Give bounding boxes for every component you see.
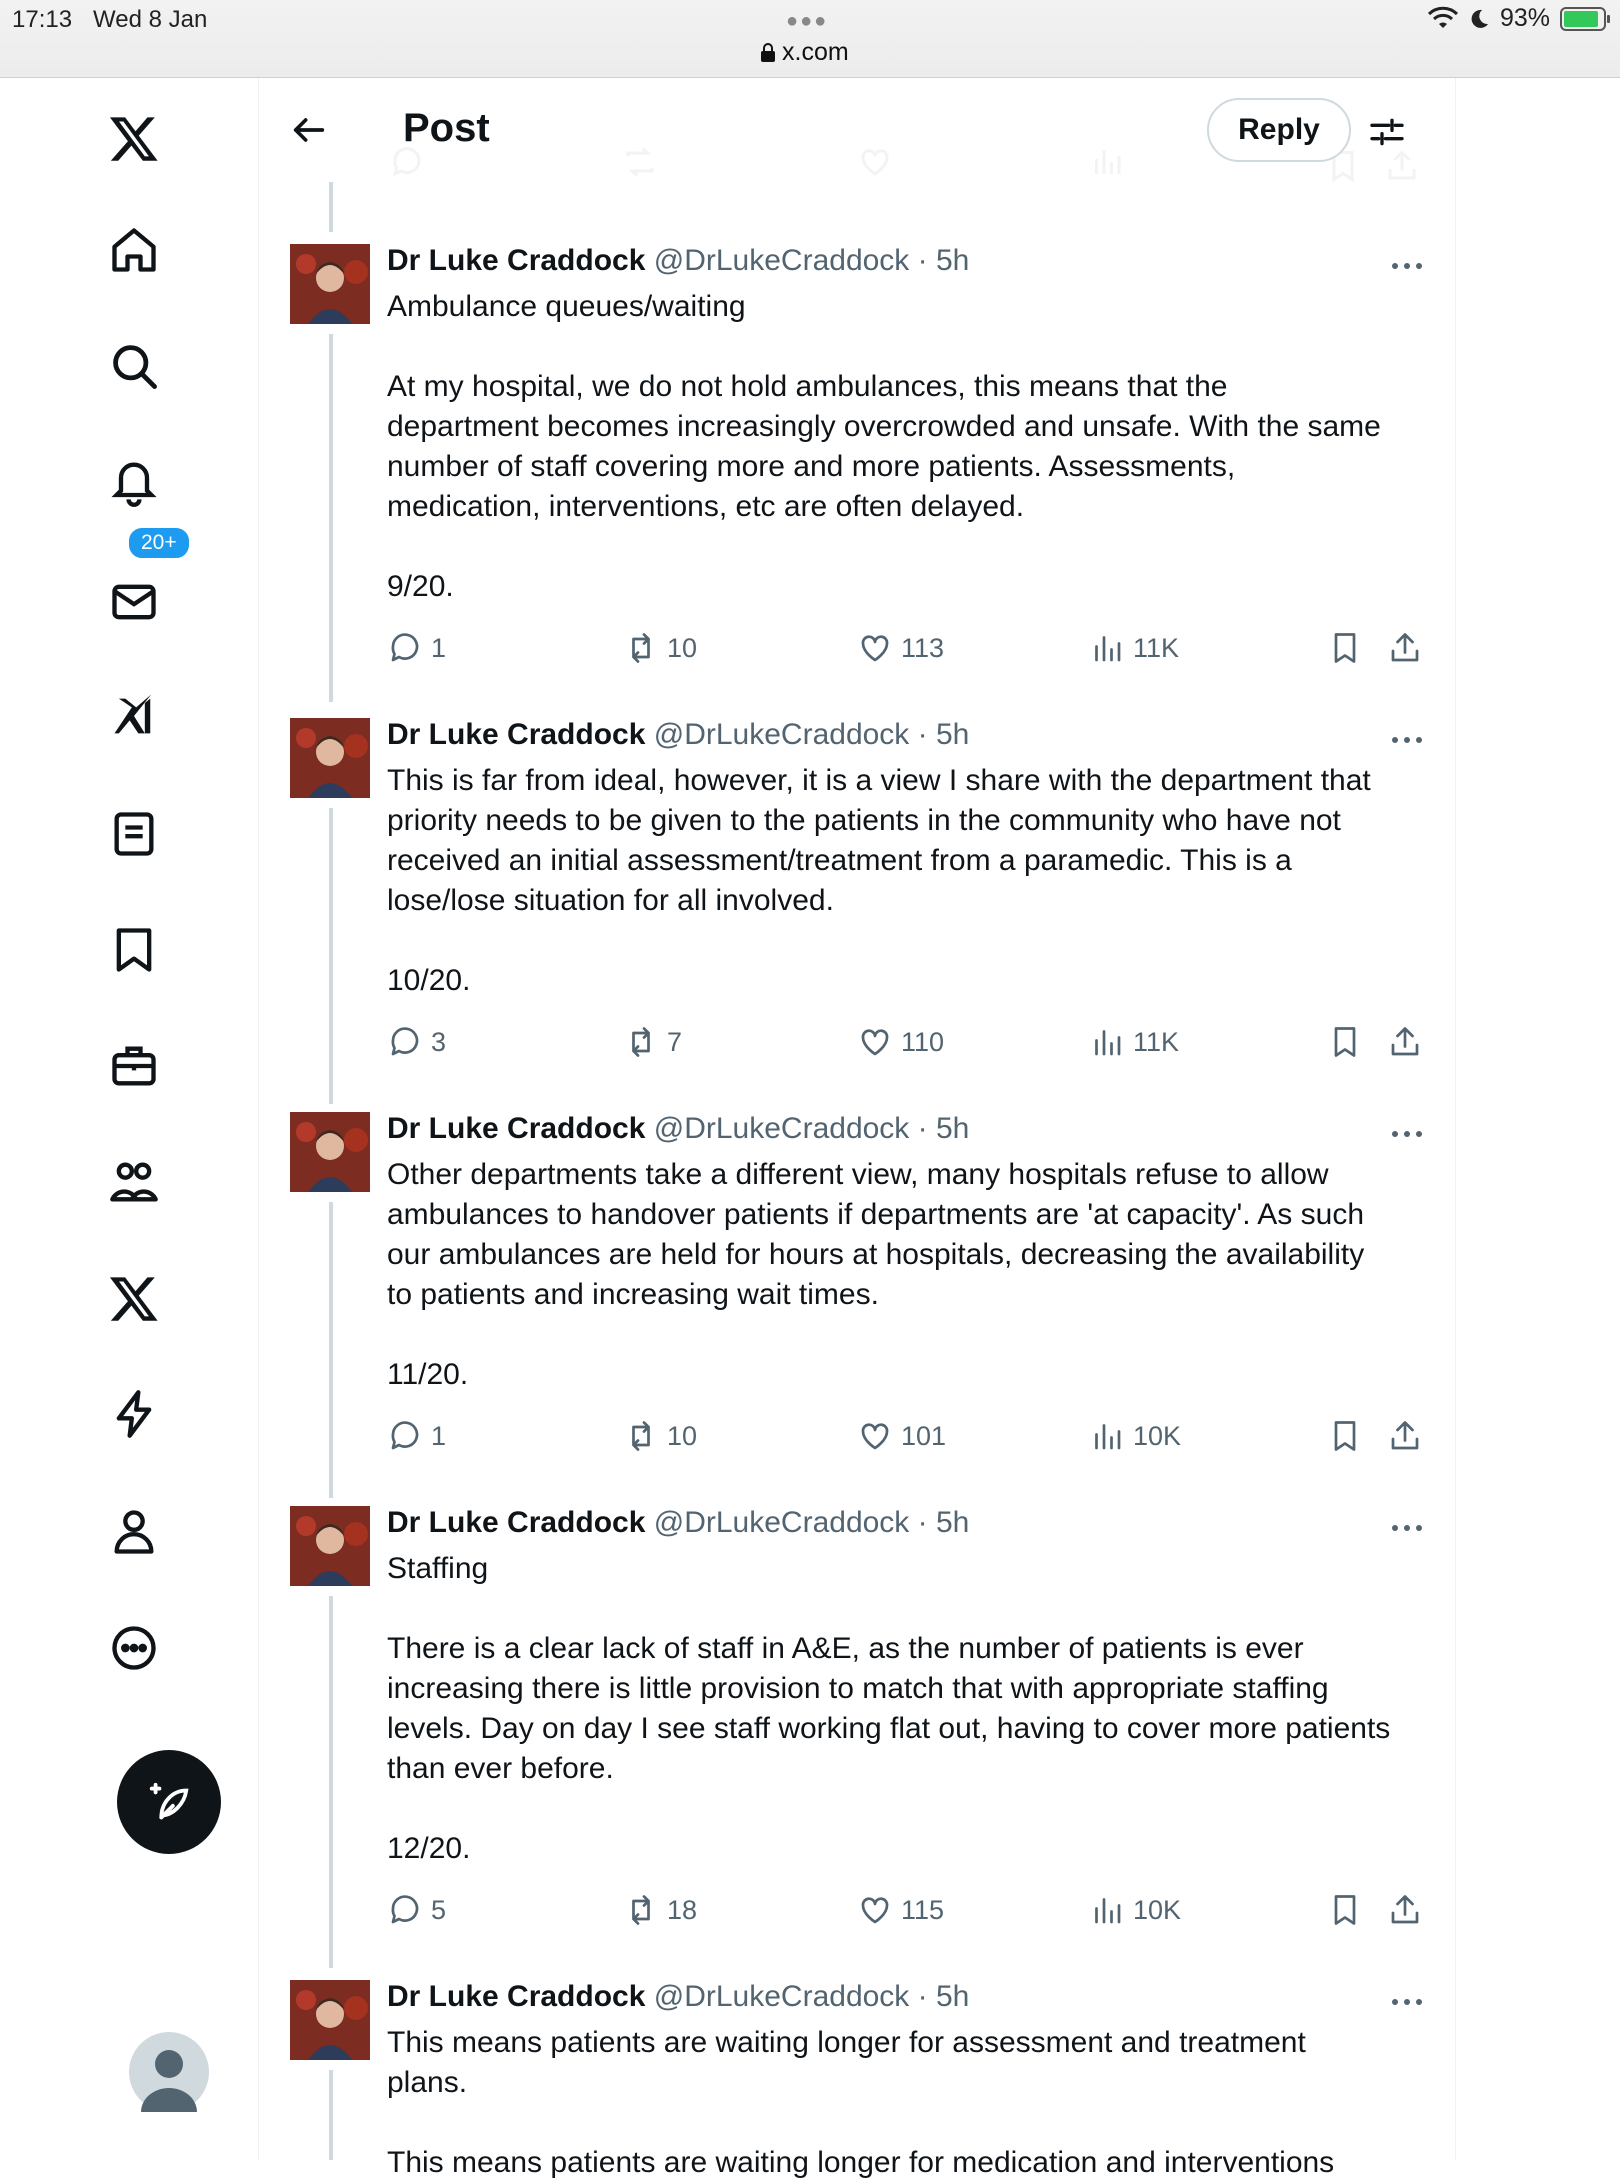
status-date: Wed 8 Jan	[93, 6, 208, 33]
like-action[interactable]	[857, 1892, 944, 1928]
author-name[interactable]: Dr Luke Craddock	[387, 1980, 646, 2013]
like-action[interactable]	[857, 1418, 946, 1454]
tweet-actions	[387, 630, 1447, 674]
battery-percent: 93%	[1499, 4, 1550, 32]
tweet[interactable]	[259, 1980, 1455, 2179]
grok-icon[interactable]	[98, 680, 170, 752]
left-divider	[258, 78, 259, 2160]
like-action[interactable]	[857, 1024, 944, 1060]
repost-icon	[623, 1892, 659, 1928]
views-action[interactable]	[1089, 1418, 1181, 1454]
wifi-icon	[1428, 8, 1458, 30]
communities-icon[interactable]	[98, 1146, 170, 1218]
bookmark-icon	[1327, 1024, 1363, 1060]
more-options-icon[interactable]	[1387, 1122, 1427, 1146]
author-avatar[interactable]	[290, 718, 370, 798]
share-action[interactable]	[1387, 630, 1423, 666]
like-count: 101	[901, 1420, 947, 1451]
thread-line	[329, 808, 333, 1104]
author-photo	[290, 244, 370, 324]
url-text: x.com	[782, 38, 849, 66]
lock-icon	[760, 43, 776, 63]
home-icon[interactable]	[98, 214, 170, 286]
thread-line	[329, 1202, 333, 1498]
more-options-icon[interactable]	[1387, 1990, 1427, 2014]
author-name[interactable]: Dr Luke Craddock	[387, 1506, 646, 1539]
profile-icon[interactable]	[98, 1496, 170, 1568]
author-name[interactable]: Dr Luke Craddock	[387, 1112, 646, 1145]
author-name[interactable]: Dr Luke Craddock	[387, 244, 646, 277]
notifications-bell-icon[interactable]	[98, 446, 170, 518]
tweet-time[interactable]: · 5h	[917, 718, 970, 751]
repost-icon	[623, 1024, 659, 1060]
repost-action[interactable]	[623, 1024, 682, 1060]
author-name[interactable]: Dr Luke Craddock	[387, 718, 646, 751]
tweet-actions	[387, 1892, 1447, 1936]
views-count: 11K	[1133, 1026, 1180, 1057]
like-count: 113	[901, 632, 945, 663]
more-circle-icon[interactable]	[98, 1612, 170, 1684]
repost-icon	[623, 1418, 659, 1454]
notifications-badge: 20+	[126, 525, 192, 561]
like-count: 110	[901, 1026, 945, 1057]
thread-line	[329, 1596, 333, 1968]
author-photo	[290, 1506, 370, 1586]
author-photo	[290, 1112, 370, 1192]
author-handle[interactable]: @DrLukeCraddock	[653, 1980, 910, 2013]
search-icon[interactable]	[98, 330, 170, 402]
repost-count: 7	[667, 1026, 683, 1057]
tweet-header	[387, 1980, 969, 2014]
reply-action[interactable]	[387, 1418, 446, 1454]
author-avatar[interactable]	[290, 1506, 370, 1586]
compose-post-button[interactable]	[117, 1750, 221, 1854]
share-icon	[1387, 1418, 1423, 1454]
bookmark-icon	[1327, 1892, 1363, 1928]
like-icon	[857, 1892, 893, 1928]
filter-sliders-icon[interactable]	[1367, 112, 1407, 152]
like-icon	[857, 1024, 893, 1060]
reply-count: 1	[431, 1420, 447, 1451]
views-icon	[1089, 1418, 1125, 1454]
jobs-briefcase-icon[interactable]	[98, 1030, 170, 1102]
views-icon	[1089, 630, 1125, 666]
views-action[interactable]	[1089, 1024, 1179, 1060]
author-avatar[interactable]	[290, 1980, 370, 2060]
views-action[interactable]	[1089, 1892, 1181, 1928]
views-icon	[1089, 1024, 1125, 1060]
share-icon	[1387, 630, 1423, 666]
reply-count: 5	[431, 1894, 447, 1925]
tweet-text: This is far from ideal, however, it is a view I share with the department that priority needs to be given to the patients in the community who have not received an initial assessment/treatment from a paramedic. This is a lose/lose situation for all involved. 10/20.	[387, 764, 1371, 997]
reply-icon	[387, 1892, 423, 1928]
default-avatar-icon	[129, 2032, 209, 2112]
messages-icon[interactable]	[98, 566, 170, 638]
share-action[interactable]	[1387, 1024, 1423, 1060]
like-icon	[857, 1418, 893, 1454]
views-icon	[1089, 1892, 1125, 1928]
account-avatar[interactable]	[129, 2032, 209, 2112]
tweet-text: Ambulance queues/waiting At my hospital, we do not hold ambulances, this means that the department becomes increasingly overcrowded and unsafe. With the same number of staff covering more and more patients. Assessments, medication, interventions, etc are often delayed. 9/20.	[387, 290, 1381, 603]
author-avatar[interactable]	[290, 244, 370, 324]
bookmark-action[interactable]	[1327, 630, 1363, 666]
post-header	[259, 78, 1455, 182]
battery-icon	[1560, 7, 1606, 31]
bookmark-action[interactable]	[1327, 1024, 1363, 1060]
tweet-time[interactable]: · 5h	[917, 244, 970, 277]
status-bar	[0, 0, 1620, 78]
bookmark-action[interactable]	[1327, 1418, 1363, 1454]
repost-action[interactable]	[623, 1418, 697, 1454]
browser-dots-icon[interactable]: ●●●	[786, 10, 829, 32]
share-action[interactable]	[1387, 1418, 1423, 1454]
tweet-header	[387, 718, 969, 752]
author-photo	[290, 718, 370, 798]
tweet-time[interactable]: · 5h	[917, 1980, 970, 2013]
repost-count: 10	[667, 632, 698, 663]
reply-action[interactable]	[387, 630, 446, 666]
repost-count: 18	[667, 1894, 698, 1925]
more-options-icon[interactable]	[1387, 1516, 1427, 1540]
tweet-header	[387, 1506, 969, 1540]
author-photo	[290, 1980, 370, 2060]
views-count: 10K	[1133, 1420, 1182, 1451]
reply-action[interactable]	[387, 1024, 446, 1060]
tweet-time[interactable]: · 5h	[917, 1112, 970, 1145]
like-action[interactable]	[857, 630, 944, 666]
like-count: 115	[901, 1894, 945, 1925]
right-divider	[1455, 78, 1456, 2160]
tweet-time[interactable]: · 5h	[917, 1506, 970, 1539]
bookmarks-icon[interactable]	[98, 914, 170, 986]
author-handle[interactable]: @DrLukeCraddock	[653, 718, 910, 751]
repost-action[interactable]	[623, 630, 697, 666]
reply-action[interactable]	[387, 1892, 446, 1928]
verified-orgs-lightning-icon[interactable]	[98, 1378, 170, 1450]
tweet-header	[387, 1112, 969, 1146]
tweet-text: Staffing There is a clear lack of staff in A&E, as the number of patients is ever increasing there is little provision to match that with appropriate staffing levels. Day on day I see staff working flat out, having to cover more patients than ever before. 12/20.	[387, 1552, 1391, 1865]
tweet-actions	[387, 1024, 1447, 1068]
bookmark-action[interactable]	[1327, 1892, 1363, 1928]
views-count: 10K	[1133, 1894, 1182, 1925]
left-navigation	[0, 78, 258, 2160]
repost-icon	[623, 630, 659, 666]
bookmark-icon	[1327, 1418, 1363, 1454]
reply-count: 3	[431, 1026, 447, 1057]
compose-feather-icon	[146, 1779, 192, 1825]
share-icon	[1387, 1892, 1423, 1928]
tweet-text: Other departments take a different view, many hospitals refuse to allow ambulances to handover patients if departments are 'at capacity'. As such our ambulances are held for hours at hospitals, decreasing the availability to patients and increasing wait times. 11/20.	[387, 1158, 1365, 1391]
repost-action[interactable]	[623, 1892, 697, 1928]
share-action[interactable]	[1387, 1892, 1423, 1928]
repost-count: 10	[667, 1420, 698, 1451]
views-count: 11K	[1133, 632, 1180, 663]
reply-icon	[387, 1418, 423, 1454]
tweet-header	[387, 244, 969, 278]
lists-icon[interactable]	[98, 798, 170, 870]
author-handle[interactable]: @DrLukeCraddock	[653, 1112, 910, 1145]
x-logo-icon[interactable]	[98, 102, 170, 174]
premium-x-icon[interactable]	[98, 1262, 170, 1334]
more-options-icon[interactable]	[1387, 728, 1427, 752]
reply-button[interactable]: Reply	[1207, 98, 1351, 162]
moon-icon	[1468, 8, 1490, 30]
views-action[interactable]	[1089, 630, 1179, 666]
like-icon	[857, 630, 893, 666]
tweet-actions	[387, 1418, 1447, 1462]
author-handle[interactable]: @DrLukeCraddock	[653, 244, 910, 277]
tweet-text: This means patients are waiting longer for assessment and treatment plans. This means patients are waiting longer for medication and interventions	[387, 2026, 1335, 2179]
reply-icon	[387, 630, 423, 666]
share-icon	[1387, 1024, 1423, 1060]
address-bar[interactable]	[760, 38, 849, 67]
bookmark-icon	[1327, 630, 1363, 666]
author-handle[interactable]: @DrLukeCraddock	[653, 1506, 910, 1539]
more-options-icon[interactable]	[1387, 254, 1427, 278]
reply-icon	[387, 1024, 423, 1060]
author-avatar[interactable]	[290, 1112, 370, 1192]
thread-line	[329, 334, 333, 702]
page-title: Post	[403, 106, 490, 150]
status-time: 17:13	[12, 6, 73, 33]
reply-count: 1	[431, 632, 447, 663]
back-arrow-icon[interactable]	[289, 110, 329, 150]
